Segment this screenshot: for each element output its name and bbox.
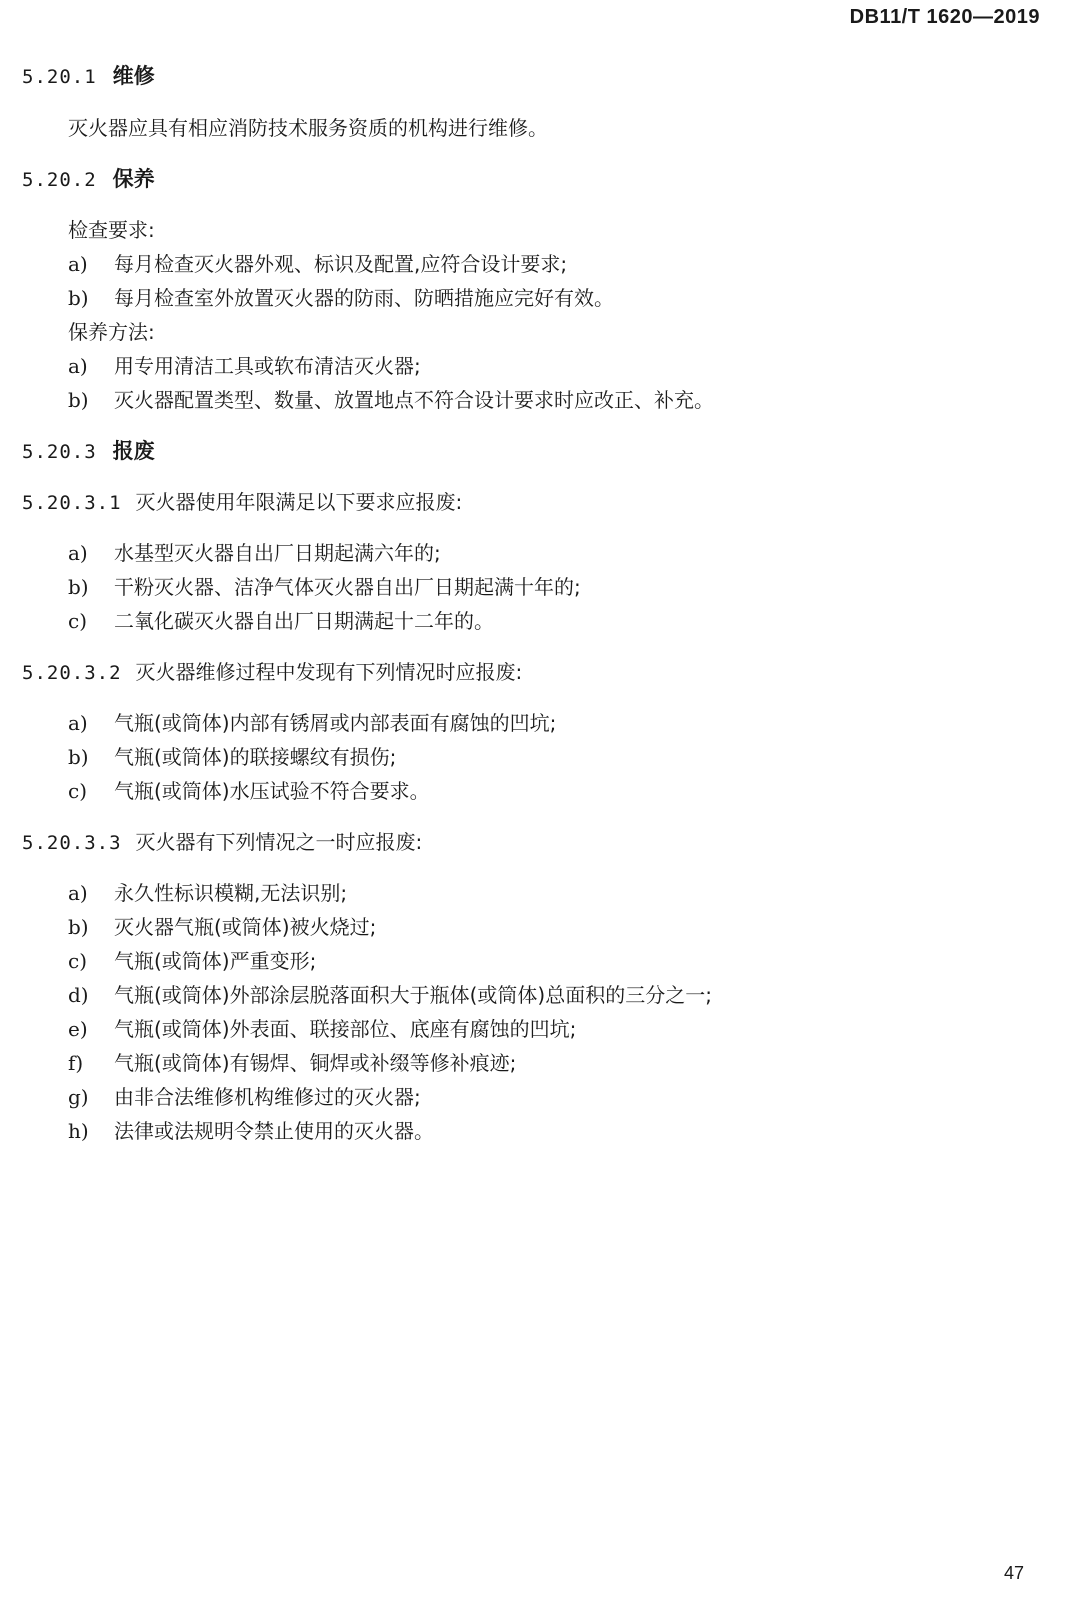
list-marker: b) (68, 745, 89, 769)
section-heading-5-20-1 (22, 60, 155, 90)
list-item (68, 571, 581, 600)
list-item-text: 气瓶(或筒体)水压试验不符合要求。 (114, 779, 430, 803)
document-code: DB11/T 1620—2019 (849, 6, 1040, 28)
list-item (68, 707, 556, 736)
list-item (68, 1013, 576, 1042)
list-item (68, 1081, 421, 1110)
list-item-text: 气瓶(或筒体)严重变形; (114, 949, 317, 973)
page-number: 47 (1003, 1563, 1024, 1583)
list-marker: b) (68, 915, 89, 939)
list-item (68, 741, 396, 770)
list-marker: c) (68, 609, 88, 633)
clause-5-20-3-2 (22, 656, 522, 685)
list-marker: a) (68, 354, 88, 378)
section-number: 5.20.3 (22, 441, 97, 463)
clause-number: 5.20.3.1 (22, 492, 122, 514)
list-marker: c) (68, 779, 88, 803)
list-item-text: 每月检查室外放置灭火器的防雨、防晒措施应完好有效。 (114, 286, 614, 310)
list-marker: a) (68, 711, 88, 735)
list-item-text: 灭火器配置类型、数量、放置地点不符合设计要求时应改正、补充。 (114, 388, 714, 412)
list-item (68, 1047, 516, 1076)
list-marker: a) (68, 541, 88, 565)
list-marker: e) (68, 1017, 88, 1041)
section-title: 保养 (112, 167, 155, 191)
list-item-text: 二氧化碳灭火器自出厂日期满起十二年的。 (114, 609, 494, 633)
section-heading-5-20-3 (22, 435, 155, 465)
list-marker: c) (68, 949, 88, 973)
list-item (68, 775, 430, 804)
list-item-text: 干粉灭火器、洁净气体灭火器自出厂日期起满十年的; (114, 575, 581, 599)
list-marker: b) (68, 286, 89, 310)
maintenance-method-label: 保养方法: (68, 320, 155, 344)
section-number: 5.20.1 (22, 66, 97, 88)
section-title: 报废 (112, 439, 155, 463)
section-number: 5.20.2 (22, 169, 97, 191)
list-item-text: 用专用清洁工具或软布清洁灭火器; (114, 354, 421, 378)
list-item (68, 979, 712, 1008)
list-item (68, 282, 614, 311)
list-marker: b) (68, 388, 89, 412)
list-item (68, 384, 714, 413)
clause-text: 灭火器使用年限满足以下要求应报废: (135, 490, 463, 514)
list-item-text: 水基型灭火器自出厂日期起满六年的; (114, 541, 441, 565)
list-item-text: 永久性标识模糊,无法识别; (114, 881, 348, 905)
list-item (68, 605, 494, 634)
list-marker: b) (68, 575, 89, 599)
list-item-text: 气瓶(或筒体)外表面、联接部位、底座有腐蚀的凹坑; (114, 1017, 577, 1041)
section-heading-5-20-2 (22, 163, 155, 193)
list-item-text: 法律或法规明令禁止使用的灭火器。 (114, 1119, 434, 1143)
list-item-text: 气瓶(或筒体)有锡焊、铜焊或补缀等修补痕迹; (114, 1051, 517, 1075)
clause-text: 灭火器有下列情况之一时应报废: (135, 830, 423, 854)
list-item (68, 911, 376, 940)
list-marker: a) (68, 881, 88, 905)
list-item (68, 877, 347, 906)
list-marker: d) (68, 983, 89, 1007)
list-marker: h) (68, 1119, 89, 1143)
list-item-text: 气瓶(或筒体)内部有锈屑或内部表面有腐蚀的凹坑; (114, 711, 557, 735)
section-paragraph: 灭火器应具有相应消防技术服务资质的机构进行维修。 (68, 116, 548, 140)
list-item-text: 气瓶(或筒体)外部涂层脱落面积大于瓶体(或筒体)总面积的三分之一; (114, 983, 712, 1007)
clause-5-20-3-3 (22, 826, 422, 855)
list-item-text: 灭火器气瓶(或筒体)被火烧过; (114, 915, 377, 939)
list-item (68, 945, 316, 974)
list-marker: a) (68, 252, 88, 276)
clause-5-20-3-1 (22, 486, 462, 515)
list-item (68, 537, 441, 566)
clause-number: 5.20.3.2 (22, 662, 122, 684)
list-marker: f) (68, 1051, 84, 1075)
list-item-text: 每月检查灭火器外观、标识及配置,应符合设计要求; (114, 252, 568, 276)
list-item (68, 350, 421, 379)
list-item (68, 1115, 434, 1144)
list-item-text: 气瓶(或筒体)的联接螺纹有损伤; (114, 745, 397, 769)
section-title: 维修 (112, 64, 155, 88)
list-marker: g) (68, 1085, 89, 1109)
list-item (68, 248, 567, 277)
list-item-text: 由非合法维修机构维修过的灭火器; (114, 1085, 421, 1109)
clause-number: 5.20.3.3 (22, 832, 122, 854)
check-requirements-label: 检查要求: (68, 218, 155, 242)
clause-text: 灭火器维修过程中发现有下列情况时应报废: (135, 660, 523, 684)
